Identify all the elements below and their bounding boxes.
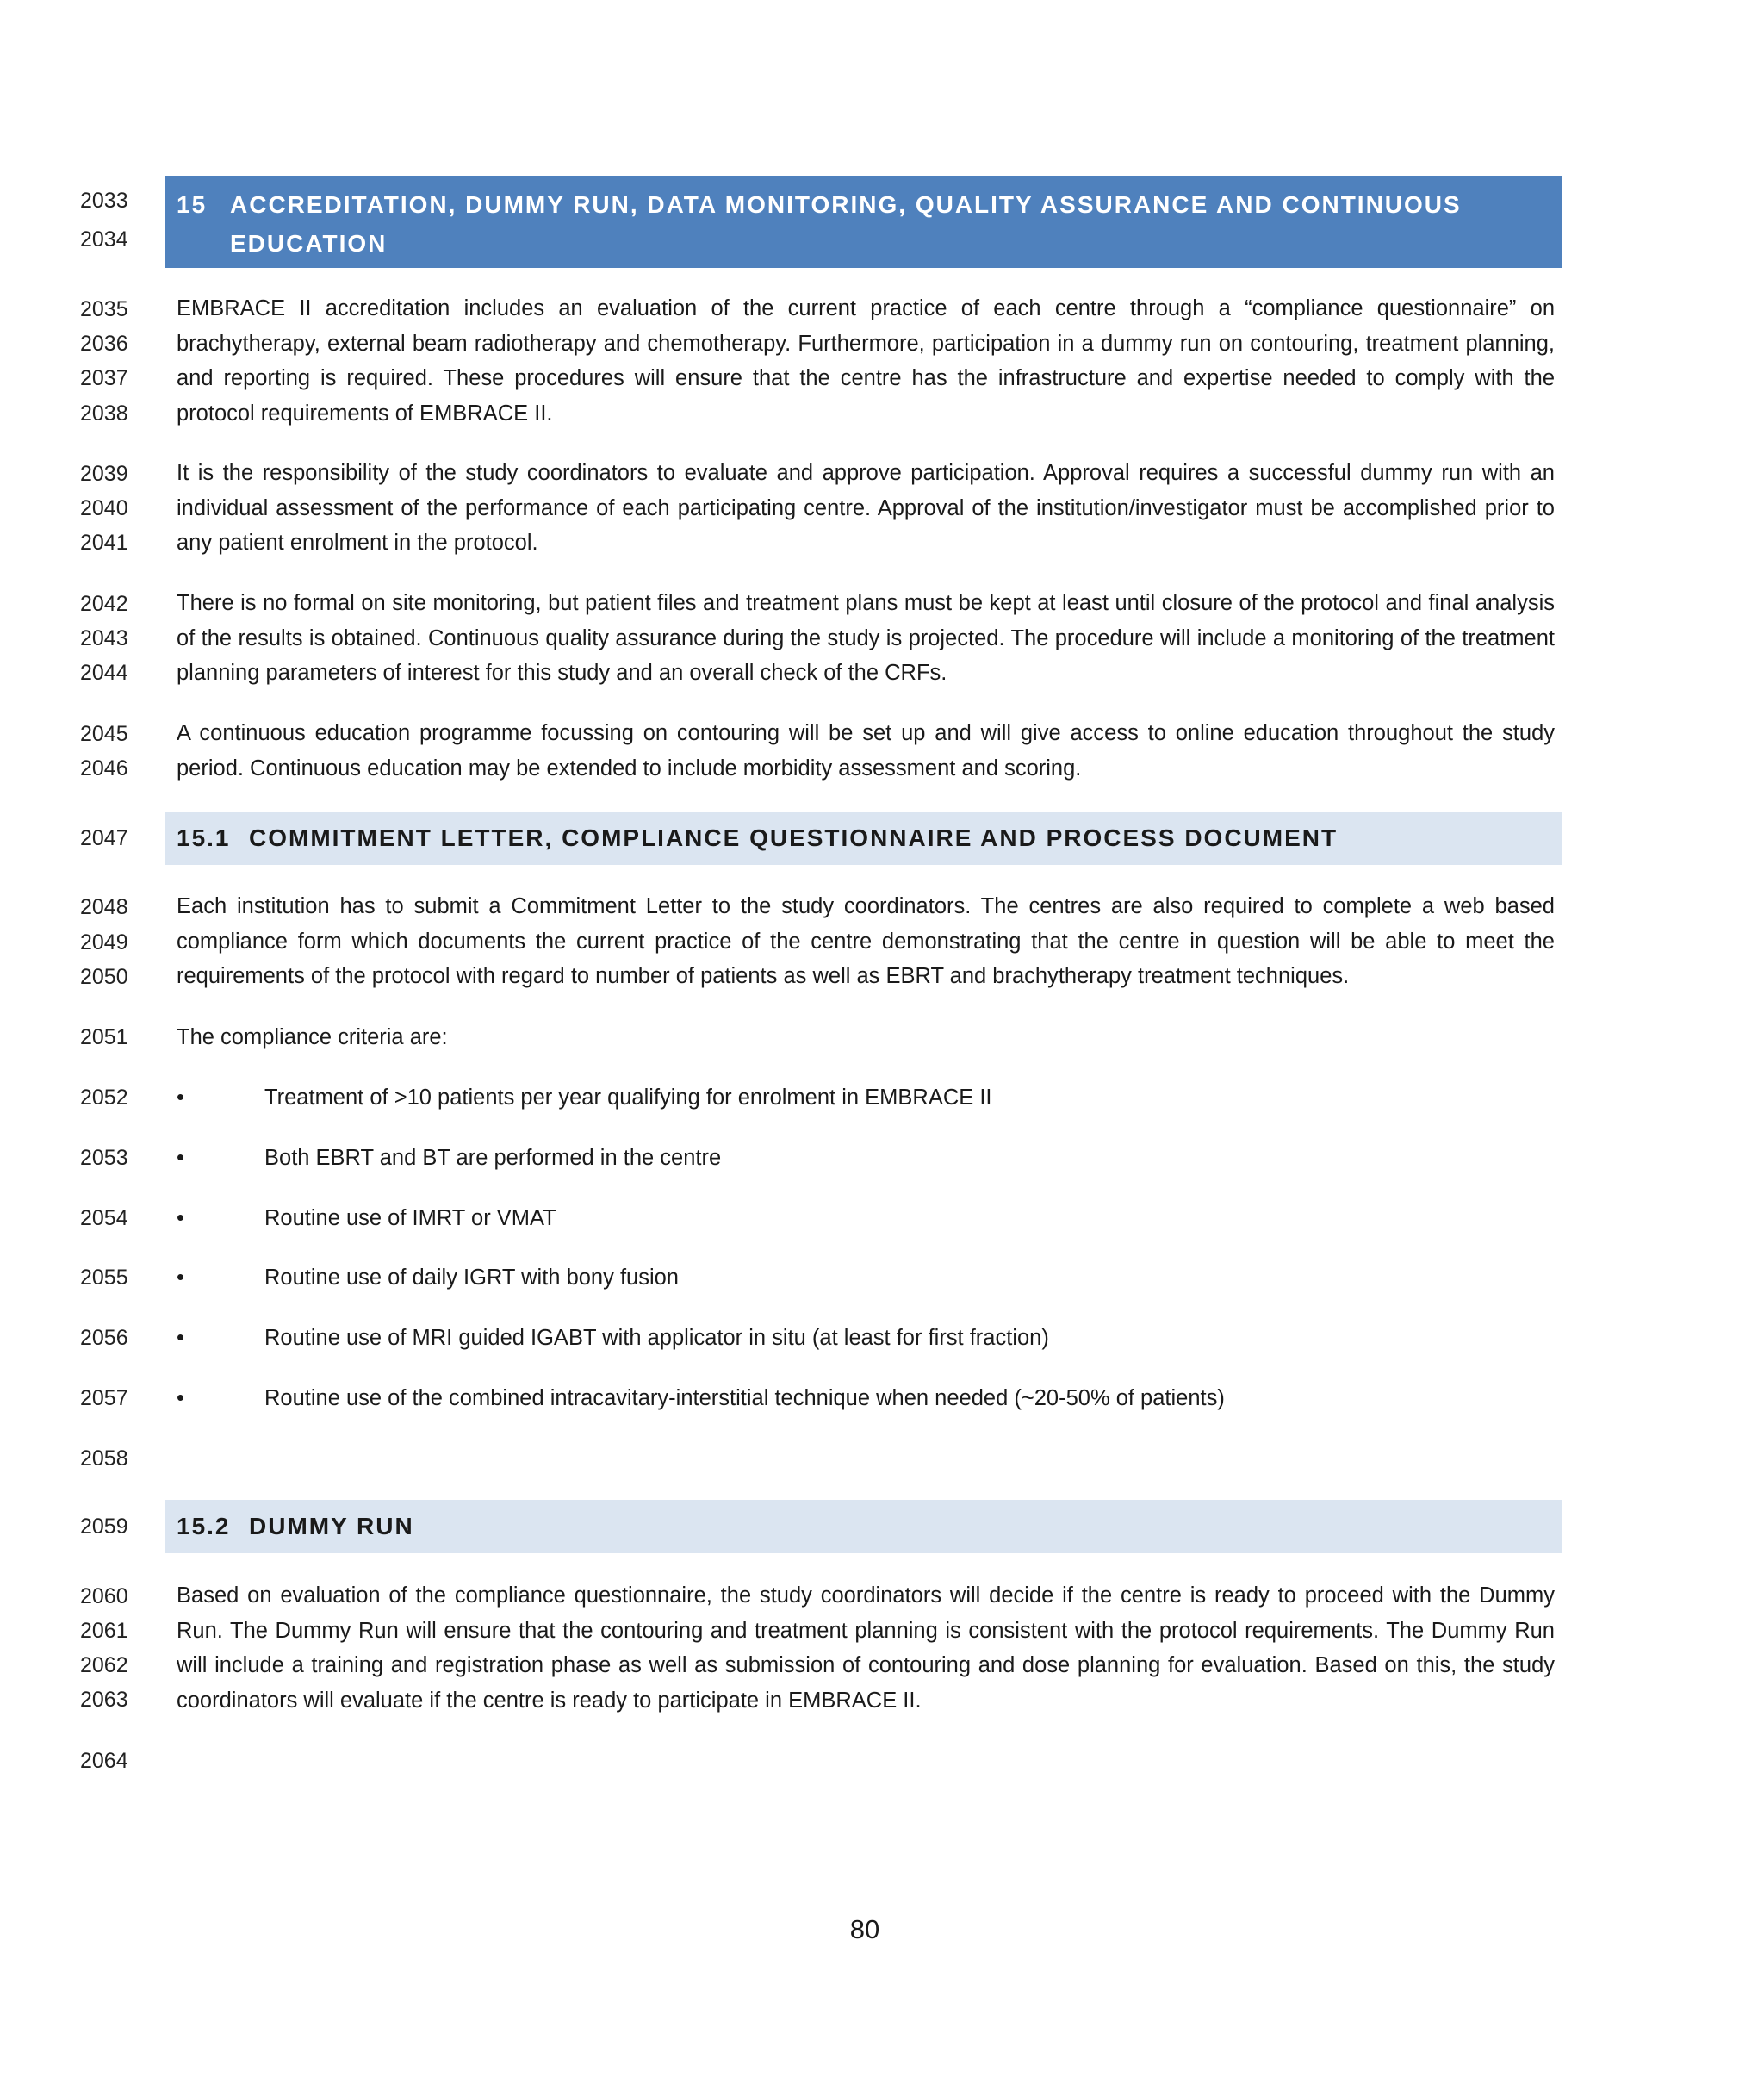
section-heading [165,176,1562,268]
line-number: 2033 [80,189,128,213]
line-number: 2057 [80,1386,128,1410]
paragraph: A continuous education programme focussing on contouring will be set up and will give access to online education throughout the study period. Continuous education may be extended to include morbidity assessment and scoring. [177,721,1555,781]
line-number: 2039 [80,462,128,486]
line-number: 2051 [80,1025,128,1049]
line-number: 2063 [80,1688,128,1712]
list-item: Routine use of MRI guided IGABT with applicator in situ (at least for first fraction) [264,1326,1049,1350]
line-number: 2044 [80,661,128,685]
line-number: 2035 [80,297,128,321]
bullet: • [177,1326,184,1350]
line-number: 2042 [80,592,128,616]
list-item: Routine use of the combined intracavitary-interstitial technique when needed (~20-50% of patients) [264,1386,1225,1410]
list-item: Both EBRT and BT are performed in the centre [264,1146,722,1170]
paragraph: It is the responsibility of the study coordinators to evaluate and approve participation. Approval requires a successful dummy run with an individual assessment of the performance of each participating centre. Approval of the institution/investigator must be accomplished prior to any patient enrolment in the protocol. [177,461,1555,555]
subsection-heading [165,812,1562,865]
bullet: • [177,1146,184,1170]
line-number: 2061 [80,1619,128,1643]
subsection-title: DUMMY RUN [249,1513,414,1539]
line-number: 2058 [80,1446,128,1471]
line-number: 2059 [80,1514,128,1539]
line-number: 2056 [80,1326,128,1350]
section-number: 15 [177,191,208,218]
subsection-title: COMMITMENT LETTER, COMPLIANCE QUESTIONNAIRE AND PROCESS DOCUMENT [249,824,1339,851]
line-number: 2037 [80,366,128,390]
paragraph: There is no formal on site monitoring, but patient files and treatment plans must be kept at least until closure of the protocol and final analysis of the results is obtained. Continuous quality assurance during the study is projected. The procedure will include a monitoring of the treatment planning parameters of interest for this study and an overall check of the CRFs. [177,591,1555,685]
line-number: 2038 [80,401,128,426]
line-number: 2041 [80,531,128,555]
line-number: 2060 [80,1584,128,1608]
section-title-line2: EDUCATION [230,230,388,257]
line-number: 2048 [80,895,128,919]
line-number: 2034 [80,227,128,252]
page-number: 80 [849,1914,880,1944]
line-number: 2052 [80,1085,128,1110]
section-title-line1: ACCREDITATION, DUMMY RUN, DATA MONITORING, QUALITY ASSURANCE AND CONTINUOUS [230,191,1462,218]
bullet: • [177,1085,184,1110]
subsection-heading [165,1500,1562,1553]
line-number: 2062 [80,1653,128,1677]
line-number: 2045 [80,722,128,746]
subsection-number: 15.1 [177,824,231,851]
bullet: • [177,1206,184,1230]
paragraph: Based on evaluation of the compliance questionnaire, the study coordinators will decide if the centre is ready to proceed with the Dummy Run. The Dummy Run will ensure that the contouring and treatment planning is consistent with the protocol requirements. The Dummy Run will include a training and registration phase as well as submission of contouring and dose planning for evaluation. Based on this, the study coordinators will evaluate if the centre is ready to participate in EMBRACE II. [177,1583,1555,1713]
line-number: 2036 [80,332,128,356]
line-number: 2047 [80,826,128,850]
line-number: 2040 [80,496,128,520]
line-number: 2055 [80,1266,128,1290]
bullet: • [177,1386,184,1410]
paragraph: Each institution has to submit a Commitment Letter to the study coordinators. The centres are also required to complete a web based compliance form which documents the current practice of the centre demonstrating that the centre in question will be able to meet the requirements of the protocol with regard to number of patients as well as EBRT and brachytherapy treatment techniques. [177,894,1555,988]
line-number: 2049 [80,930,128,955]
line-number: 2046 [80,756,128,781]
bullet: • [177,1266,184,1290]
criteria-intro: The compliance criteria are: [177,1025,448,1049]
line-number: 2054 [80,1206,128,1230]
list-item: Routine use of IMRT or VMAT [264,1206,556,1230]
list-item: Routine use of daily IGRT with bony fusion [264,1266,679,1290]
line-number: 2064 [80,1749,128,1773]
paragraph: EMBRACE II accreditation includes an evaluation of the current practice of each centre through a “compliance questionnaire” on brachytherapy, external beam radiotherapy and chemotherapy. Furthermore, participation in a dummy run on contouring, treatment planning, and reporting is required. These procedures will ensure that the centre has the infrastructure and expertise needed to comply with the protocol requirements of EMBRACE II. [177,296,1555,426]
line-number: 2050 [80,965,128,989]
list-item: Treatment of >10 patients per year qualifying for enrolment in EMBRACE II [264,1085,992,1110]
subsection-number: 15.2 [177,1513,231,1539]
line-number: 2043 [80,626,128,650]
line-number: 2053 [80,1146,128,1170]
